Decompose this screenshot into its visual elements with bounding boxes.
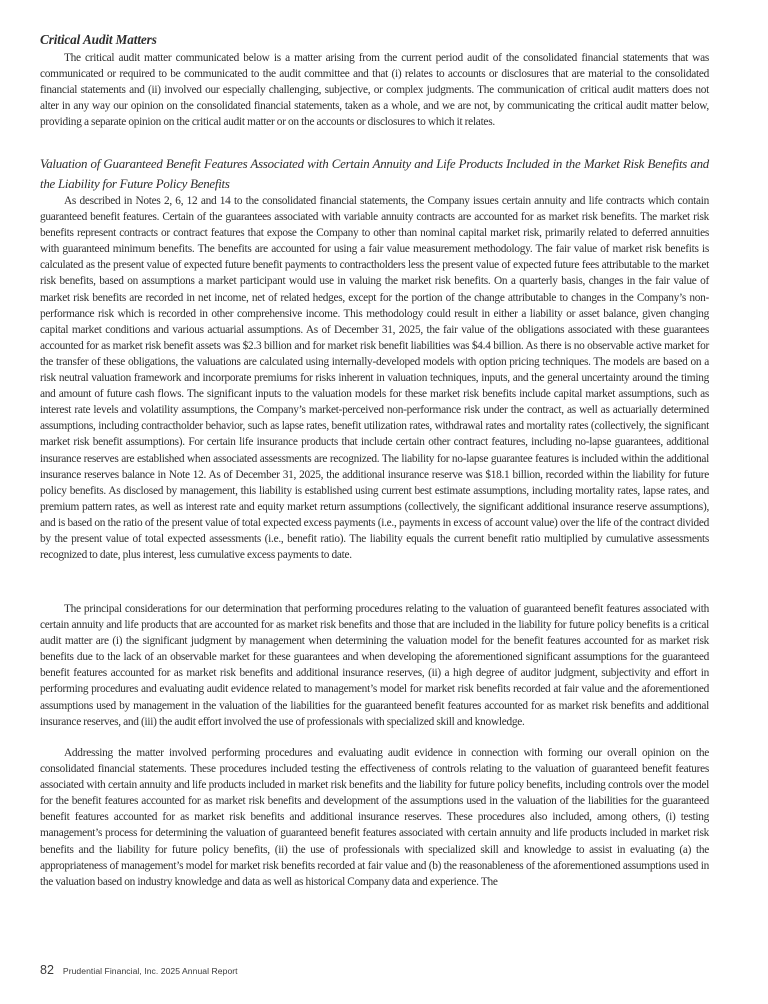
matter-description-paragraph: As described in Notes 2, 6, 12 and 14 to the consolidated financial statements, the Company issues certain annuity and life contracts which contain guaranteed benefit features. Certain of the guarantees associated with variable annuity contracts are accounted for as market risk benefits. The market risk benefits represent contracts or contract features that expose the Company to other than nominal capital market risk, primarily related to deferred annuities with guaranteed minimum benefits. The benefits are accounted for using a fair value measurement methodology. The fair value of market risk benefits is calculated as the present value of expected future benefit payments to contractholders less the present value of expected future fees attributable to the market risk benefits, based on assumptions a market participant would use in valuing the market risk benefits. On a quarterly basis, changes in the fair value of market risk benefits are recorded in net income, net of related hedges, except for the portion of the change attributable to changes in the Company’s non-performance risk which is recorded in other comprehensive income. This methodology could result in either a liability or asset balance, given changing capital market conditions and various actuarial assumptions. As of December 31, 2025, the fair value of the obligations associated with these guarantees accounted for as market risk benefit assets was $2.3 billion and for market risk benefit liabilities was $4.4 billion. As there is no observable active market for the transfer of these obligations, the valuations are calculated using internally-developed models with option pricing techniques. The models are based on a risk neutral valuation framework and incorporate premiums for risks inherent in valuation techniques, inputs, and the general uncertainty around the timing and amount of future cash flows. The significant inputs to the valuation models for these market risk benefits include capital market assumptions, such as interest rate levels and volatility assumptions, the Company’s market-perceived non-performance risk under the contract, as well as actuarially determined assumptions, including contractholder behavior, such as lapse rates, benefit utilization rates, withdrawal rates and mortality rates (collectively, the significant market risk benefit assumptions). For certain life insurance products that include certain other contract features, including no-lapse guarantees, additional insurance reserves are established when associated assessments are recognized. The liability for no-lapse guarantee features is included within the additional insurance reserves balance in Note 12. As of December 31, 2025, the additional insurance reserve was $18.1 billion, recorded within the liability for future policy benefits. As disclosed by management, this liability is established using current best estimate assumptions, including mortality rates, lapse rates, and premium pattern rates, as well as interest rate and equity market return assumptions (collectively, the significant additional insurance reserve assumptions), and is based on the ratio of the present value of total expected excess payments (i.e., payments in excess of account value) over the life of the contract divided by the present value of total expected assessments (i.e., benefit ratio). The liability equals the current benefit ratio multiplied by cumulative assessments recognized to date, plus interest, less cumulative excess payments to date. xyxy=(40,195,709,562)
matter-heading: Valuation of Guaranteed Benefit Features Associated with Certain Annuity and Life Products Included in the Market Risk Benefits and the Liability for Future Policy Benefits xyxy=(40,157,709,191)
principal-considerations-paragraph: The principal considerations for our determination that performing procedures relating to the valuation of guaranteed benefit features associated with certain annuity and life products that are accounted for as market risk benefits and those that are included in the liability for future policy benefits is a critical audit matter are (i) the significant judgment by management when determining the valuation model for the benefit features accounted for as market risk benefits due to the lack of an observable market for these guarantees and when developing the aforementioned significant assumptions for the guaranteed benefit features accounted for as market risk benefits and additional insurance reserves, (ii) a high degree of auditor judgment, subjectivity and effort in performing procedures and evaluating audit evidence related to management’s model for market risk benefits recorded at fair value and the aforementioned assumptions used by management in the valuation of the liabilities for the guaranteed benefit features accounted for as market risk benefits and additional insurance reserves, and (iii) the audit effort involved the use of professionals with specialized skill and knowledge. xyxy=(40,603,709,728)
intro-paragraph: The critical audit matter communicated below is a matter arising from the current period audit of the consolidated financial statements that was communicated or required to be communicated to the audit committee and that (i) relates to accounts or disclosures that are material to the consolidated financial statements and (ii) involved our especially challenging, subjective, or complex judgments. The communication of critical audit matters does not alter in any way our opinion on the consolidated financial statements, taken as a whole, and we are not, by communicating the critical audit matter below, providing a separate opinion on the critical audit matter or on the accounts or disclosures to which it relates. xyxy=(40,52,709,129)
section-heading-critical-audit-matters: Critical Audit Matters xyxy=(40,32,157,47)
page-footer xyxy=(40,963,238,977)
report-name: Prudential Financial, Inc. 2025 Annual Report xyxy=(62,966,238,976)
page-number: 82 xyxy=(40,963,54,977)
addressing-matter-paragraph: Addressing the matter involved performing procedures and evaluating audit evidence in connection with forming our overall opinion on the consolidated financial statements. These procedures included testing the effectiveness of controls relating to the valuation of guaranteed benefit features associated with certain annuity and life products included in market risk benefits and the liability for future policy benefits, including controls over the model for the benefit features accounted for as market risk benefits and development of the assumptions used in the valuation of the liabilities for the guaranteed benefit features accounted for as market risk benefits and additional insurance reserves. These procedures also included, among others, (i) testing management’s process for determining the valuation of guaranteed benefit features associated with certain annuity and life products included in market risk benefits and the liability for future policy benefits, (ii) the use of professionals with specialized skill and knowledge to assist in evaluating (a) the appropriateness of management’s model for market risk benefits recorded at fair value and (b) the reasonableness of the aforementioned assumptions used in the valuation based on industry knowledge and data as well as historical Company data and experience. The xyxy=(40,747,709,888)
